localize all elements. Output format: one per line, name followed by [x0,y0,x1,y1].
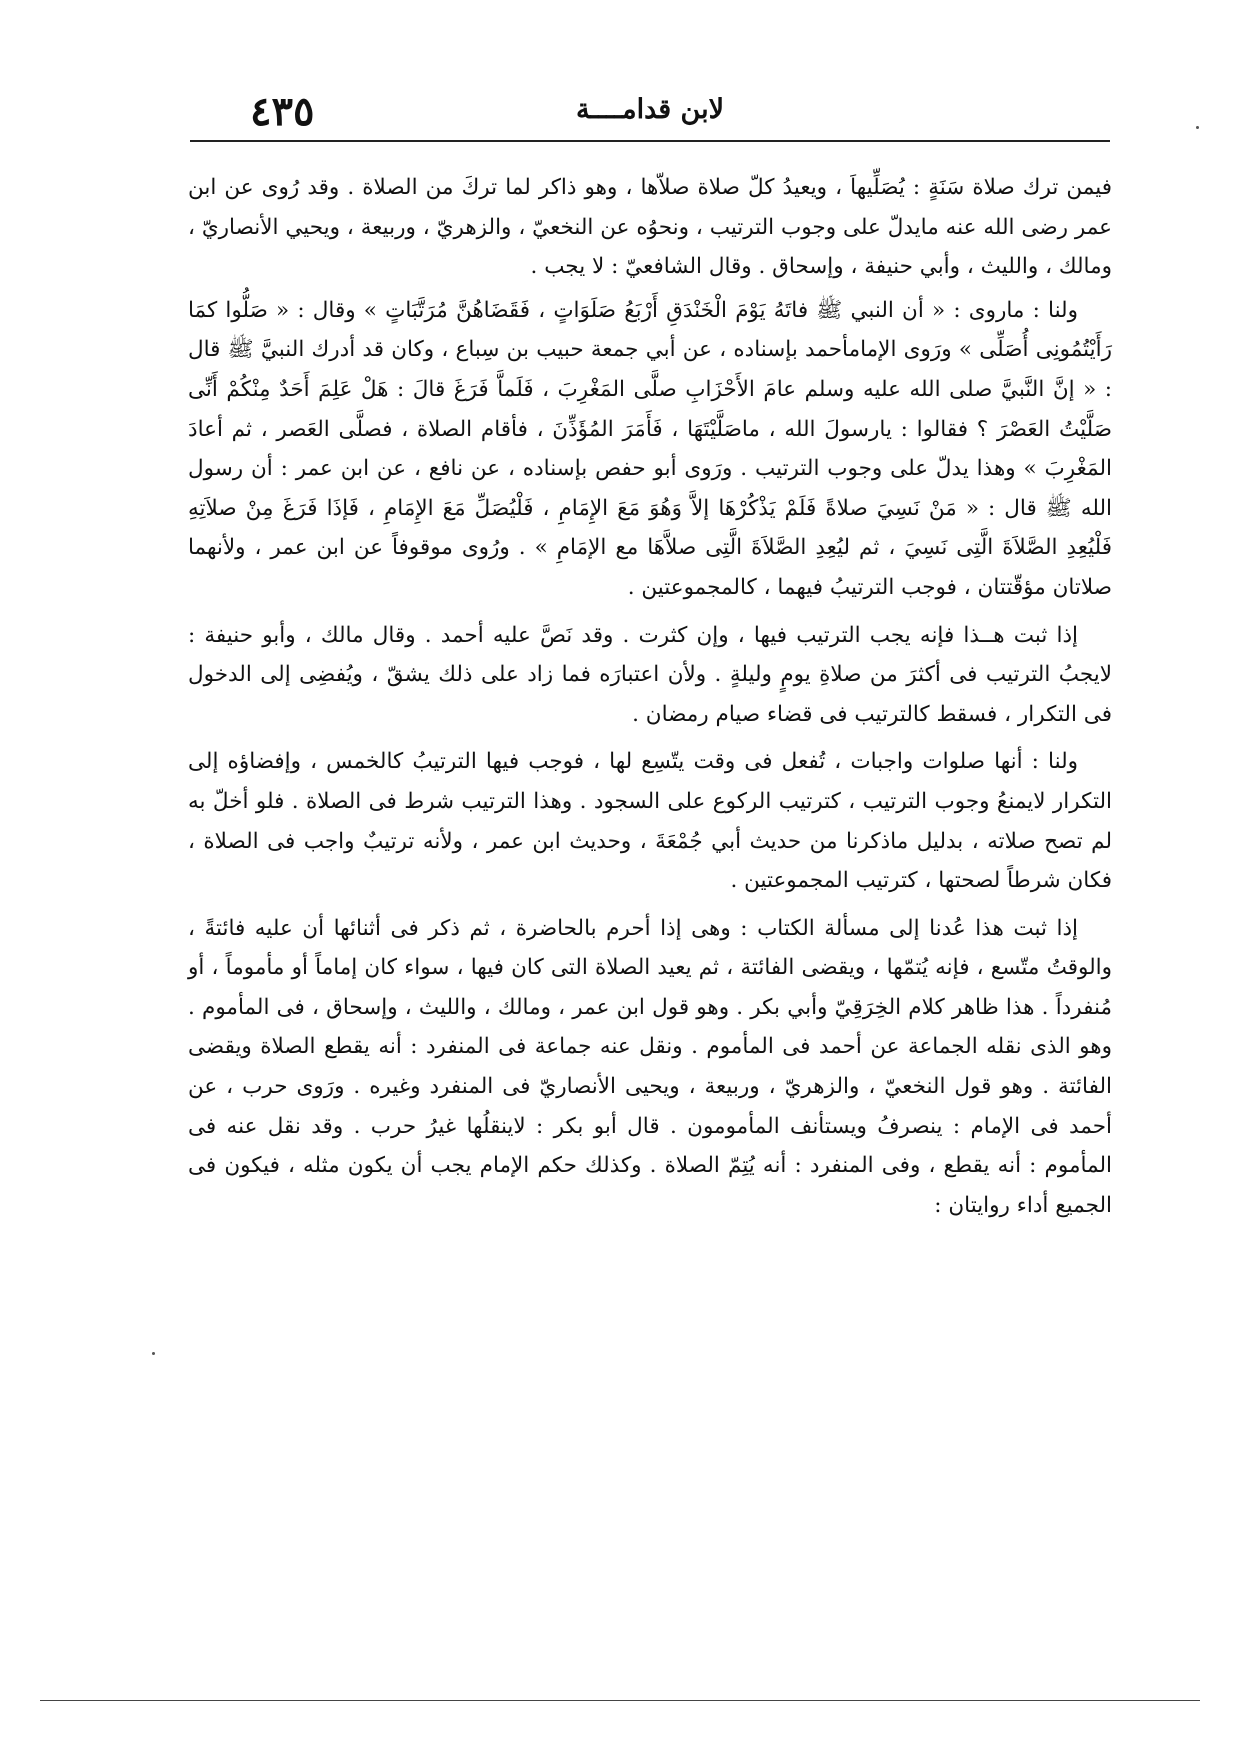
header-rule [190,140,1110,142]
paragraph: إذا ثبت هــذا فإنه يجب الترتيب فيها ، وإن كثرت . وقد نَصَّ عليه أحمد . وقال مالك ، وأبو حنيفة : لايجبُ الترتيب فى أكثرَ من صلاةِ يومٍ وليلةٍ . ولأن اعتبارَه فما زاد على ذلك يشقّ ، ويُفضِى إلى الدخول فى التكرار ، فسقط كالترتيب فى قضاء صيام رمضان . [188,622,1112,727]
main-text [188,168,1112,1229]
paragraph: ولنا : أنها صلوات واجبات ، تُفعل فى وقت يتّسِع لها ، فوجب فيها الترتيبُ كالخمس ، وإفضاؤه إلى التكرار لايمنعُ وجوب الترتيب ، كترتيب الركوع على السجود . وهذا الترتيب شرط فى الصلاة . فلو أخلّ به لم تصح صلاته ، بدليل ماذكرنا من حديث أبي جُمْعَةَ ، وحديث ابن عمر ، ولأنه ترتيبٌ واجب فى الصلاة ، فكان شرطاً لصحتها ، كترتيب المجموعتين . [188,749,1112,894]
paragraph: ولنا : ماروى : « أن النبي ﷺ فاتَهُ يَوْمَ الْخَنْدَقِ أَرْبَعُ صَلَوَاتٍ ، فَقَضَاهُنَّ مُرَتَّبَاتٍ » وقال : « صَلُّوا كمَا رَأَيْتُمُونِى أُصَلِّى » ورَوى الإمامأحمد بإسناده ، عن أبي جمعة حبيب بن سِباع ، وكان قد أدرك النبيَّ ﷺ قال : « إنَّ النَّبيَّ صلى الله عليه وسلم عامَ الأَحْزَابِ صلَّى المَغْرِبَ ، فَلَماَّ فَرَغَ قالَ : هَلْ عَلِمَ أَحَدٌ مِنْكُمْ أَنِّى صَلَّيْتُ العَصْرَ ؟ فقالوا : يارسولَ الله ، ماصَلَّيْتَهَا ، فَأَمَرَ المُؤَذِّنَ ، فأقام الصلاة ، فصلَّى العَصر ، ثم أعادَ المَغْرِبَ » وهذا يدلّ على وجوب الترتيب . ورَوى أبو حفص بإسناده ، عن نافع ، عن ابن عمر : أن رسول الله ﷺ قال : « مَنْ نَسِيَ صلاةً فَلَمْ يَذْكُرْهَا إلاَّ وَهُوَ مَعَ الإِمَامِ ، فَلْيُصَلِّ مَعَ الإِمَامِ ، فَإذَا فَرَغَ مِنْ صلاَتِهِ فَلْيُعِدِ الصَّلاَةَ الَّتِى نَسِيَ ، ثم ليُعِدِ الصَّلاَةَ الَّتِى صلاَّهَا مع الإمَامِ » . ورُوى موقوفاً عن ابن عمر ، ولأنهما صلاتان مؤقّتتان ، فوجب الترتيبُ فيهما ، كالمجموعتين . [188,297,1112,600]
page-header [190,88,1110,138]
footer-rule [40,1700,1200,1701]
paragraph: إذا ثبت هذا عُدنا إلى مسألة الكتاب : وهى إذا أحرم بالحاضرة ، ثم ذكر فى أثنائها أن عليه فائتةً ، والوقتُ متّسع ، فإنه يُتمّها ، ويقضى الفائتة ، ثم يعيد الصلاة التى كان فيها ، سواء كان إماماً أو مأموماً ، أو مُنفرداً . هذا ظاهر كلام الخِرَقِيّ وأبي بكر . وهو قول ابن عمر ، ومالك ، والليث ، وإسحاق ، فى المأموم . وهو الذى نقله الجماعة عن أحمد فى المأموم . ونقل عنه جماعة فى المنفرد : أنه يقطع الصلاة ويقضى الفائتة . وهو قول النخعيّ ، والزهريّ ، وربيعة ، ويحيى الأنصاريّ فى المنفرد وغيره . ورَوى حرب ، عن أحمد فى الإمام : ينصرفُ ويستأنف المأمومون . قال أبو بكر : لاينقلُها غيرُ حرب . وقد نقل عنه فى المأموم : أنه يقطع ، وفى المنفرد : أنه يُتِمّ الصلاة . وكذلك حكم الإمام يجب أن يكون مثله ، فيكون فى الجميع أداء روايتان : [188,915,1112,1218]
margin-speck [152,1352,155,1355]
running-title: لابن قدامــــة [575,94,725,125]
margin-speck [1196,126,1199,129]
page-number: ٤٣٥ [250,88,315,135]
paragraph: فيمن ترك صلاة سَنَةٍ : يُصَلِّيهاَ ، ويعيدُ كلّ صلاة صلاّها ، وهو ذاكر لما تركَ من الصلاة . وقد رُوى عن ابن عمر رضى الله عنه مايدلّ على وجوب الترتيب ، ونحوُه عن النخعيّ ، والزهريّ ، وربيعة ، ويحيي الأنصاريّ ، ومالك ، والليث ، وأبي حنيفة ، وإسحاق . وقال الشافعيّ : لا يجب . [188,175,1112,280]
